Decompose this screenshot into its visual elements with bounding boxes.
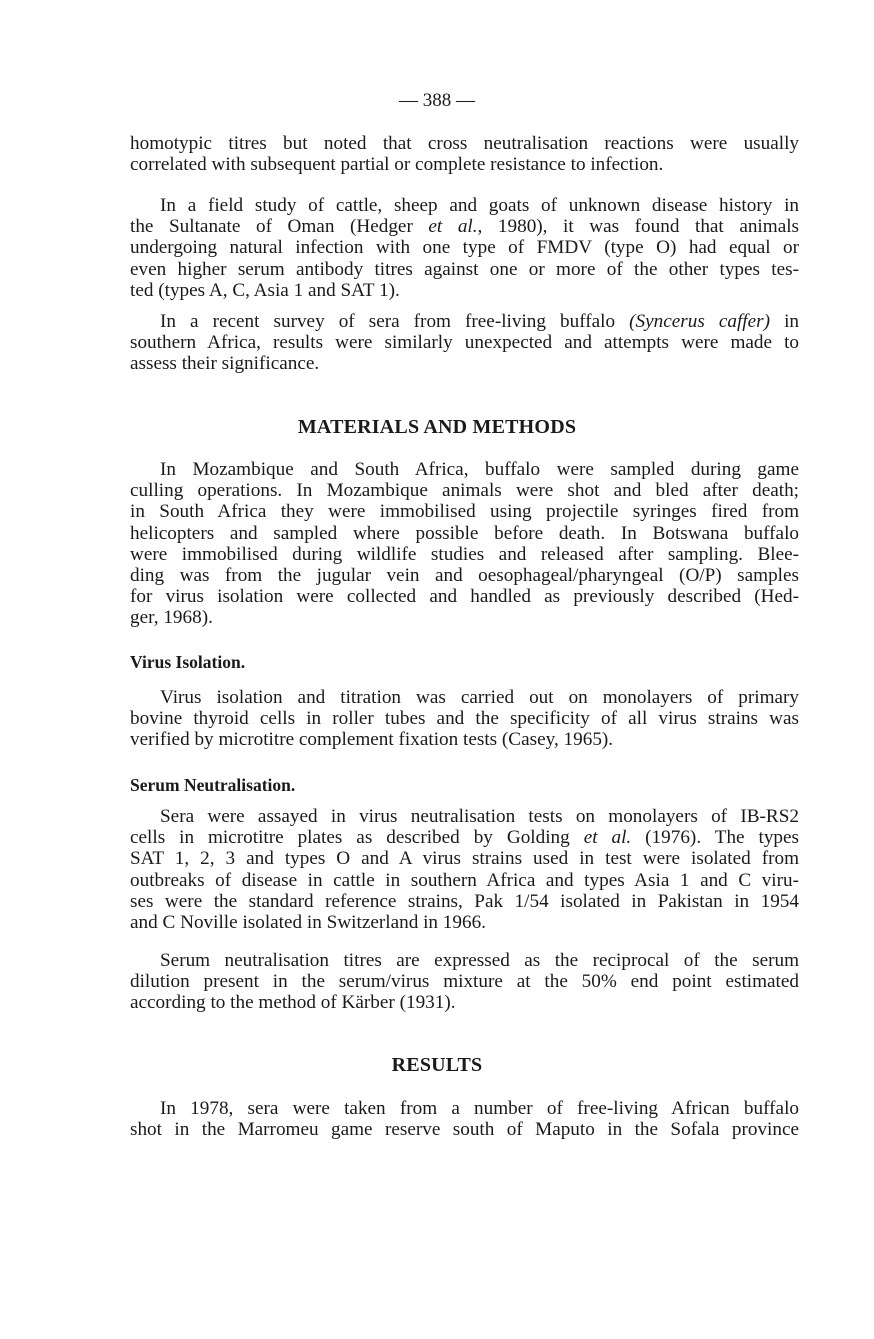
- paragraph-body: [130, 687, 799, 751]
- text-line: verified by microtitre complement fixation tests (Casey, 1965).: [130, 729, 614, 751]
- paragraph-virus-isolation: [130, 687, 799, 751]
- paragraph-oman-study: [130, 195, 799, 301]
- text-line: Sera were assayed in virus neutralisation tests on monolayers of IB-RS2: [160, 806, 799, 827]
- paragraph-body: [130, 806, 799, 933]
- paragraph-sampling: [130, 459, 799, 629]
- section-heading-materials-methods: MATERIALS AND METHODS: [297, 416, 577, 438]
- paragraph-body: [130, 459, 799, 629]
- paragraph-intro-continuation: [130, 133, 799, 175]
- paragraph-body: [130, 195, 799, 301]
- text-line: shot in the Marromeu game reserve south of Maputo in the Sofala province: [130, 1119, 799, 1141]
- text-line: were immobilised during wildlife studies and released after sampling. Blee-: [130, 543, 799, 565]
- italic-text: et al.: [583, 827, 632, 849]
- paragraph-buffalo-survey: [130, 311, 799, 375]
- text-line: cells in microtitre plates as described by Golding et al. (1976). The types: [130, 827, 800, 849]
- text-line: according to the method of Kärber (1931).: [130, 992, 456, 1014]
- text-line: the Sultanate of Oman (Hedger et al., 1980), it was found that animals: [130, 216, 800, 238]
- section-heading-results: RESULTS: [391, 1054, 483, 1076]
- text-line: outbreaks of disease in cattle in southern Africa and types Asia 1 and C viru-: [130, 869, 799, 891]
- text-line: culling operations. In Mozambique animals were shot and bled after death;: [130, 480, 799, 502]
- text-line: southern Africa, results were similarly unexpected and attempts were made to: [130, 332, 799, 354]
- text-line: In 1978, sera were taken from a number of free-living African buffalo: [160, 1098, 799, 1119]
- text-line: ger, 1968).: [130, 607, 213, 629]
- paragraph-body: [130, 1098, 799, 1140]
- paragraph-serum-assay: [130, 806, 799, 933]
- text-line: homotypic titres but noted that cross neutralisation reactions were usually: [130, 133, 799, 154]
- text-line: even higher serum antibody titres against one or more of the other types tes-: [130, 258, 799, 280]
- paragraph-body: [130, 311, 799, 375]
- text-line: dilution present in the serum/virus mixture at the 50% end point estimated: [130, 971, 799, 993]
- page-number: — 388 —: [399, 90, 475, 111]
- text-line: undergoing natural infection with one type of FMDV (type O) had equal or: [130, 237, 799, 259]
- text-line: Serum neutralisation titres are expressed as the reciprocal of the serum: [160, 950, 799, 971]
- paragraph-body: [130, 950, 799, 1014]
- text-line: for virus isolation were collected and handled as previously described (Hed-: [130, 586, 799, 608]
- paragraph-serum-titres: [130, 950, 799, 1014]
- text-line: In Mozambique and South Africa, buffalo were sampled during game: [160, 459, 799, 480]
- text-line: ted (types A, C, Asia 1 and SAT 1).: [130, 279, 400, 301]
- text-line: Virus isolation and titration was carried out on monolayers of primary: [160, 687, 799, 708]
- text-line: SAT 1, 2, 3 and types O and A virus strains used in test were isolated from: [130, 848, 799, 870]
- italic-text: et al.: [428, 216, 478, 238]
- text-line: correlated with subsequent partial or complete resistance to infection.: [130, 154, 664, 176]
- paragraph-body: [130, 133, 799, 175]
- paragraph-results: [130, 1098, 799, 1140]
- text-line: assess their significance.: [130, 353, 320, 375]
- text-line: bovine thyroid cells in roller tubes and the specificity of all virus strains was: [130, 708, 799, 730]
- text-line: ses were the standard reference strains, Pak 1/54 isolated in Pakistan in 1954: [130, 890, 799, 912]
- text-line: in South Africa they were immobilised using projectile syringes fired from: [130, 501, 799, 523]
- text-line: In a field study of cattle, sheep and goats of unknown disease history in: [160, 195, 799, 216]
- text-line: and C Noville isolated in Switzerland in 1966.: [130, 912, 486, 934]
- text-line: helicopters and sampled where possible before death. In Botswana buffalo: [130, 522, 799, 544]
- text-line: ding was from the jugular vein and oesophageal/pharyngeal (O/P) samples: [130, 565, 799, 587]
- italic-text: (Syncerus caffer): [629, 311, 771, 332]
- subheading-virus-isolation: Virus Isolation.: [130, 652, 246, 672]
- text-line: In a recent survey of sera from free-living buffalo (Syncerus caffer) in: [160, 311, 799, 332]
- subheading-serum-neutralisation: Serum Neutralisation.: [130, 775, 296, 795]
